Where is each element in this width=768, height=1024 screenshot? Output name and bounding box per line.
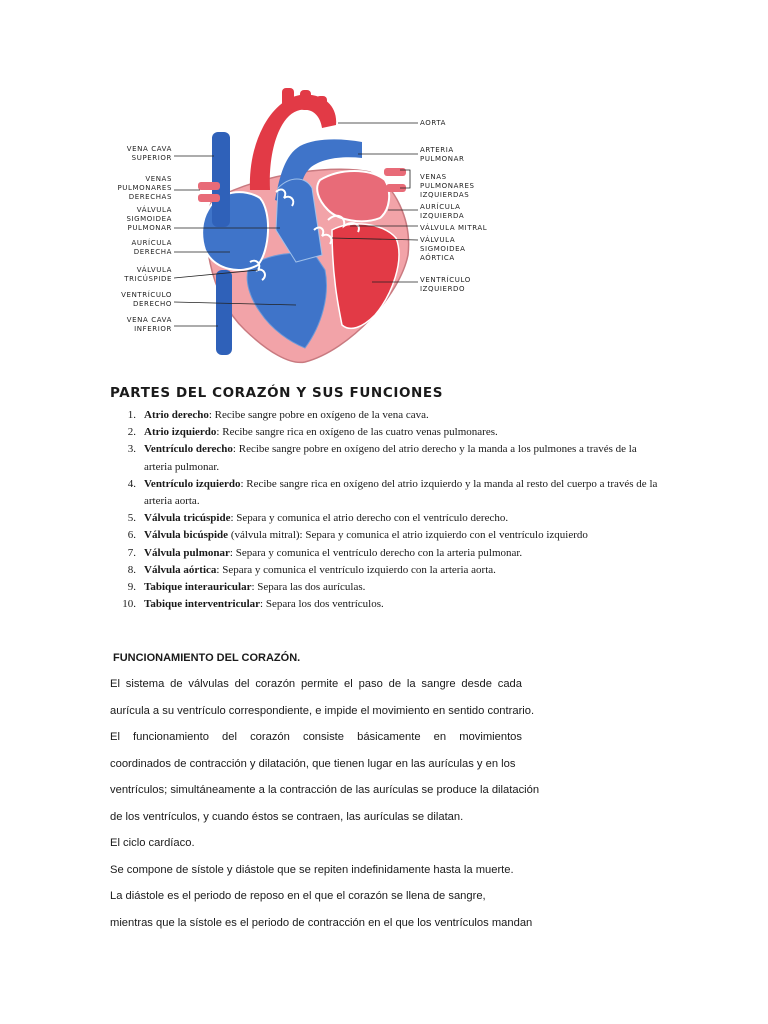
item-number: 7. bbox=[127, 546, 136, 559]
pulmonary-veins-right bbox=[198, 182, 220, 190]
functioning-title: FUNCIONAMIENTO DEL CORAZÓN. bbox=[113, 652, 301, 664]
heart-diagram bbox=[100, 80, 500, 380]
item-number: 2. bbox=[127, 426, 136, 439]
item-number: 3. bbox=[127, 443, 136, 456]
label-venas-pulmonares-derechas: PULMONARES bbox=[117, 184, 172, 192]
pulmonary-veins-right bbox=[198, 194, 220, 202]
label-vena-cava-superior: SUPERIOR bbox=[131, 154, 172, 162]
list-item bbox=[110, 527, 658, 544]
item-term: Ventrículo izquierdo bbox=[144, 477, 241, 490]
item-number: 10. bbox=[122, 598, 136, 611]
item-description: : Separa los dos ventrículos. bbox=[260, 598, 384, 611]
label-valvula-pulmonar: PULMONAR bbox=[127, 224, 172, 232]
item-description: : Separa y comunica el atrio derecho con el ventrículo derecho. bbox=[230, 512, 509, 525]
pulmonary-veins-left bbox=[384, 168, 406, 176]
paragraph-line: mientras que la sístole es el periodo de contracción en el que los ventrículos mandan bbox=[110, 917, 533, 929]
item-description: (válvula mitral): Separa y comunica el atrio izquierdo con el ventrículo izquierdo bbox=[228, 529, 588, 542]
paragraph-line: coordinados de contracción y dilatación, que tienen lugar en las aurículas y en los bbox=[110, 758, 516, 770]
aorta-branch bbox=[282, 88, 294, 110]
section-title: PARTES DEL CORAZÓN Y SUS FUNCIONES bbox=[110, 385, 444, 401]
paragraph-line: ventrículos; simultáneamente a la contracción de las aurículas se produce la dilatación bbox=[110, 784, 540, 796]
superior-vena-cava bbox=[212, 132, 230, 227]
label-venas-pulmonares-derechas: VENAS bbox=[145, 175, 172, 183]
list-item bbox=[110, 562, 658, 579]
list-item bbox=[110, 407, 658, 424]
label-ventriculo-izquierdo: IZQUIERDO bbox=[420, 285, 466, 293]
label-venas-pulmonares-izquierdas: VENAS bbox=[420, 173, 447, 181]
item-number: 6. bbox=[127, 529, 136, 542]
label-ventriculo-derecho: DERECHO bbox=[133, 300, 172, 308]
paragraph-line: La diástole es el periodo de reposo en el que el corazón se llena de sangre, bbox=[110, 890, 486, 902]
list-item bbox=[110, 545, 658, 562]
item-term: Válvula pulmonar bbox=[144, 546, 230, 559]
label-arteria-pulmonar: PULMONAR bbox=[420, 155, 465, 163]
label-valvula-pulmonar: SIGMOIDEA bbox=[126, 215, 172, 223]
paragraph-line: aurícula a su ventrículo correspondiente, e impide el movimiento en sentido contrario. bbox=[110, 705, 535, 717]
list-item bbox=[110, 476, 658, 510]
paragraph-line: El sistema de válvulas del corazón permite el paso de la sangre desde cada bbox=[110, 678, 522, 690]
label-ventriculo-izquierdo: VENTRÍCULO bbox=[420, 276, 471, 284]
paragraph-line: Se compone de sístole y diástole que se repiten indefinidamente hasta la muerte. bbox=[110, 864, 514, 876]
item-description: : Recibe sangre pobre en oxígeno del atrio derecho y la manda a los pulmones a través de la arteria pulmonar. bbox=[144, 443, 637, 473]
label-ventriculo-derecho: VENTRÍCULO bbox=[121, 291, 172, 299]
label-venas-pulmonares-izquierdas: IZQUIERDAS bbox=[420, 191, 470, 199]
label-venas-pulmonares-derechas: DERECHAS bbox=[128, 193, 172, 201]
paragraph-line: de los ventrículos, y cuando éstos se contraen, las aurículas se dilatan. bbox=[110, 811, 464, 823]
label-vena-cava-inferior: INFERIOR bbox=[134, 325, 172, 333]
parts-list bbox=[110, 407, 658, 613]
list-item bbox=[110, 424, 658, 441]
item-term: Válvula bicúspide bbox=[144, 529, 229, 542]
item-number: 9. bbox=[127, 581, 136, 594]
label-auricula-derecha: DERECHA bbox=[133, 248, 172, 256]
list-item bbox=[110, 579, 658, 596]
item-description: : Recibe sangre rica en oxígeno de las cuatro venas pulmonares. bbox=[216, 426, 498, 439]
item-description: : Separa y comunica el ventrículo izquierdo con la arteria aorta. bbox=[216, 563, 496, 576]
label-valvula-pulmonar: VÁLVULA bbox=[136, 206, 172, 214]
list-item bbox=[110, 441, 658, 475]
item-number: 1. bbox=[127, 409, 136, 421]
list-item bbox=[110, 510, 658, 527]
item-number: 4. bbox=[127, 477, 136, 490]
aorta-branch bbox=[300, 90, 311, 110]
list-item bbox=[110, 596, 658, 613]
item-term: Válvula aórtica bbox=[144, 563, 217, 576]
item-term: Válvula tricúspide bbox=[144, 512, 231, 525]
item-term: Tabique interauricular bbox=[144, 581, 252, 594]
paragraph-line: El funcionamiento del corazón consiste básicamente en movimientos bbox=[110, 731, 522, 743]
paragraph-line: El ciclo cardíaco. bbox=[110, 837, 195, 849]
item-term: Atrio izquierdo bbox=[144, 426, 217, 439]
item-number: 5. bbox=[127, 512, 136, 525]
label-valvula-aortica: SIGMOIDEA bbox=[420, 245, 466, 253]
item-number: 8. bbox=[127, 563, 136, 576]
item-term: Tabique interventricular bbox=[144, 598, 261, 611]
label-aorta: AORTA bbox=[420, 119, 447, 127]
aorta-branch bbox=[316, 96, 327, 116]
label-valvula-mitral: VÁLVULA MITRAL bbox=[420, 224, 488, 232]
label-valvula-tricuspide: TRICÚSPIDE bbox=[124, 275, 172, 283]
label-valvula-aortica: AÓRTICA bbox=[420, 254, 455, 262]
item-description: : Separa y comunica el ventrículo derecho con la arteria pulmonar. bbox=[229, 546, 523, 559]
label-vena-cava-inferior: VENA CAVA bbox=[126, 316, 172, 324]
label-valvula-tricuspide: VÁLVULA bbox=[136, 266, 172, 274]
item-description: : Separa las dos aurículas. bbox=[251, 581, 366, 594]
inferior-vena-cava bbox=[216, 270, 232, 355]
label-auricula-derecha: AURÍCULA bbox=[131, 239, 172, 247]
item-term: Atrio derecho bbox=[144, 409, 209, 421]
label-arteria-pulmonar: ARTERIA bbox=[420, 146, 454, 154]
item-description: : Recibe sangre pobre en oxígeno de la vena cava. bbox=[208, 409, 429, 421]
item-description: : Recibe sangre rica en oxígeno del atrio izquierdo y la manda al resto del cuerpo a través de la arteria aorta. bbox=[144, 477, 658, 508]
label-auricula-izquierda: AURÍCULA bbox=[420, 203, 461, 211]
label-vena-cava-superior: VENA CAVA bbox=[126, 145, 172, 153]
label-auricula-izquierda: IZQUIERDA bbox=[420, 212, 465, 220]
label-valvula-aortica: VÁLVULA bbox=[420, 236, 456, 244]
item-term: Ventrículo derecho bbox=[144, 443, 233, 456]
label-venas-pulmonares-izquierdas: PULMONARES bbox=[420, 182, 475, 190]
